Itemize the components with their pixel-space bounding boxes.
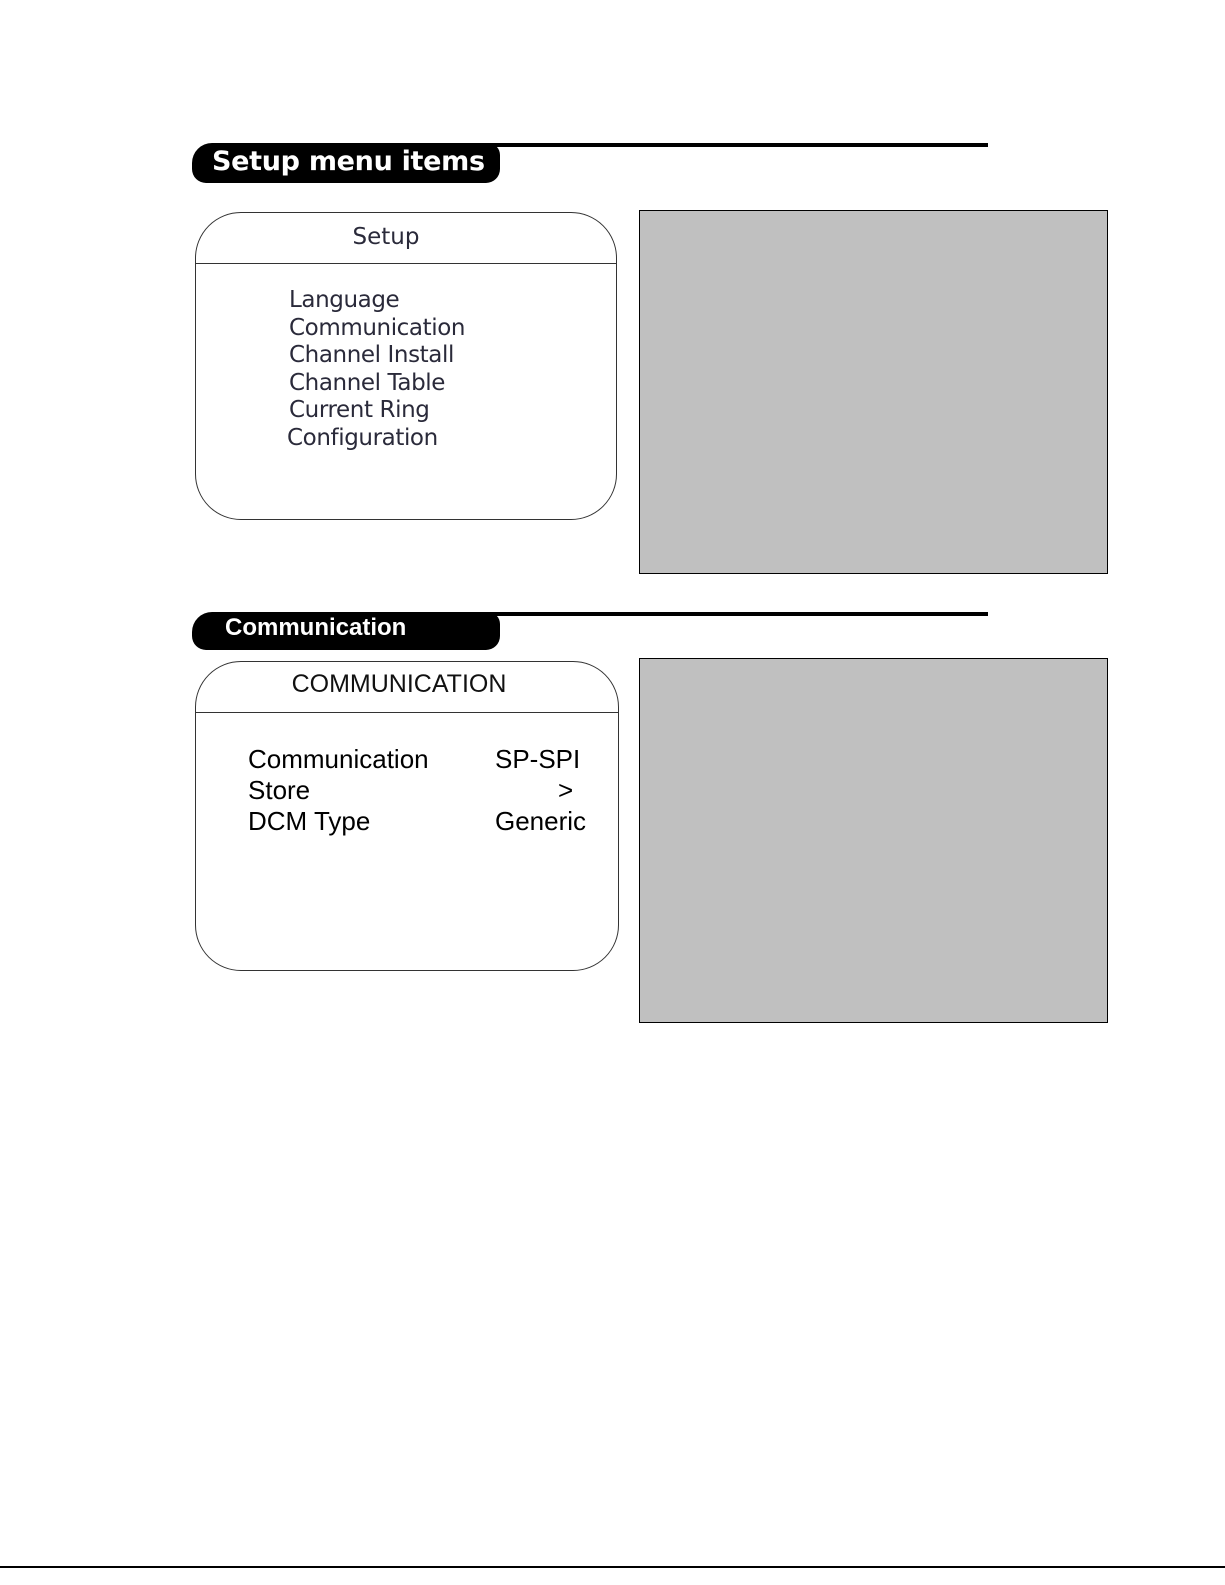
setting-label: Store [248, 775, 311, 805]
setting-value: SP-SPI [495, 744, 581, 774]
menu-item-configuration[interactable]: Configuration [287, 424, 438, 451]
menu-item-current-ring[interactable]: Current Ring [289, 397, 430, 423]
setting-label: Communication [248, 744, 429, 774]
section-divider-line [432, 612, 988, 616]
setup-menu-list [289, 287, 465, 452]
menu-item-channel-table[interactable]: Channel Table [289, 369, 446, 396]
setup-menu-items-header [192, 143, 988, 183]
setting-row-store[interactable] [248, 775, 593, 806]
setting-label: DCM Type [248, 806, 371, 836]
menu-title-bar [196, 662, 618, 713]
store-arrow: > [558, 775, 574, 805]
section-divider-line [432, 143, 988, 147]
description-panel [639, 210, 1108, 574]
setup-menu-screen [195, 212, 617, 520]
menu-item-channel-install[interactable]: Channel Install [289, 342, 454, 368]
menu-title-bar [196, 213, 616, 264]
section-title: Setup menu items [192, 143, 500, 183]
description-panel [639, 658, 1108, 1023]
page-bottom-rule [0, 1566, 1225, 1568]
menu-item-communication[interactable]: Communication [289, 314, 466, 341]
communication-menu-screen [195, 661, 619, 971]
setting-value: Generic [495, 806, 587, 836]
menu-title: COMMUNICATION [291, 670, 507, 698]
setting-row-communication[interactable] [248, 744, 593, 775]
menu-title: Setup [352, 224, 420, 250]
menu-item-language[interactable]: Language [289, 287, 400, 313]
communication-settings-list [248, 744, 593, 837]
setting-row-dcm-type[interactable] [248, 806, 593, 837]
communication-header [192, 612, 988, 652]
section-title: Communication [192, 612, 500, 650]
